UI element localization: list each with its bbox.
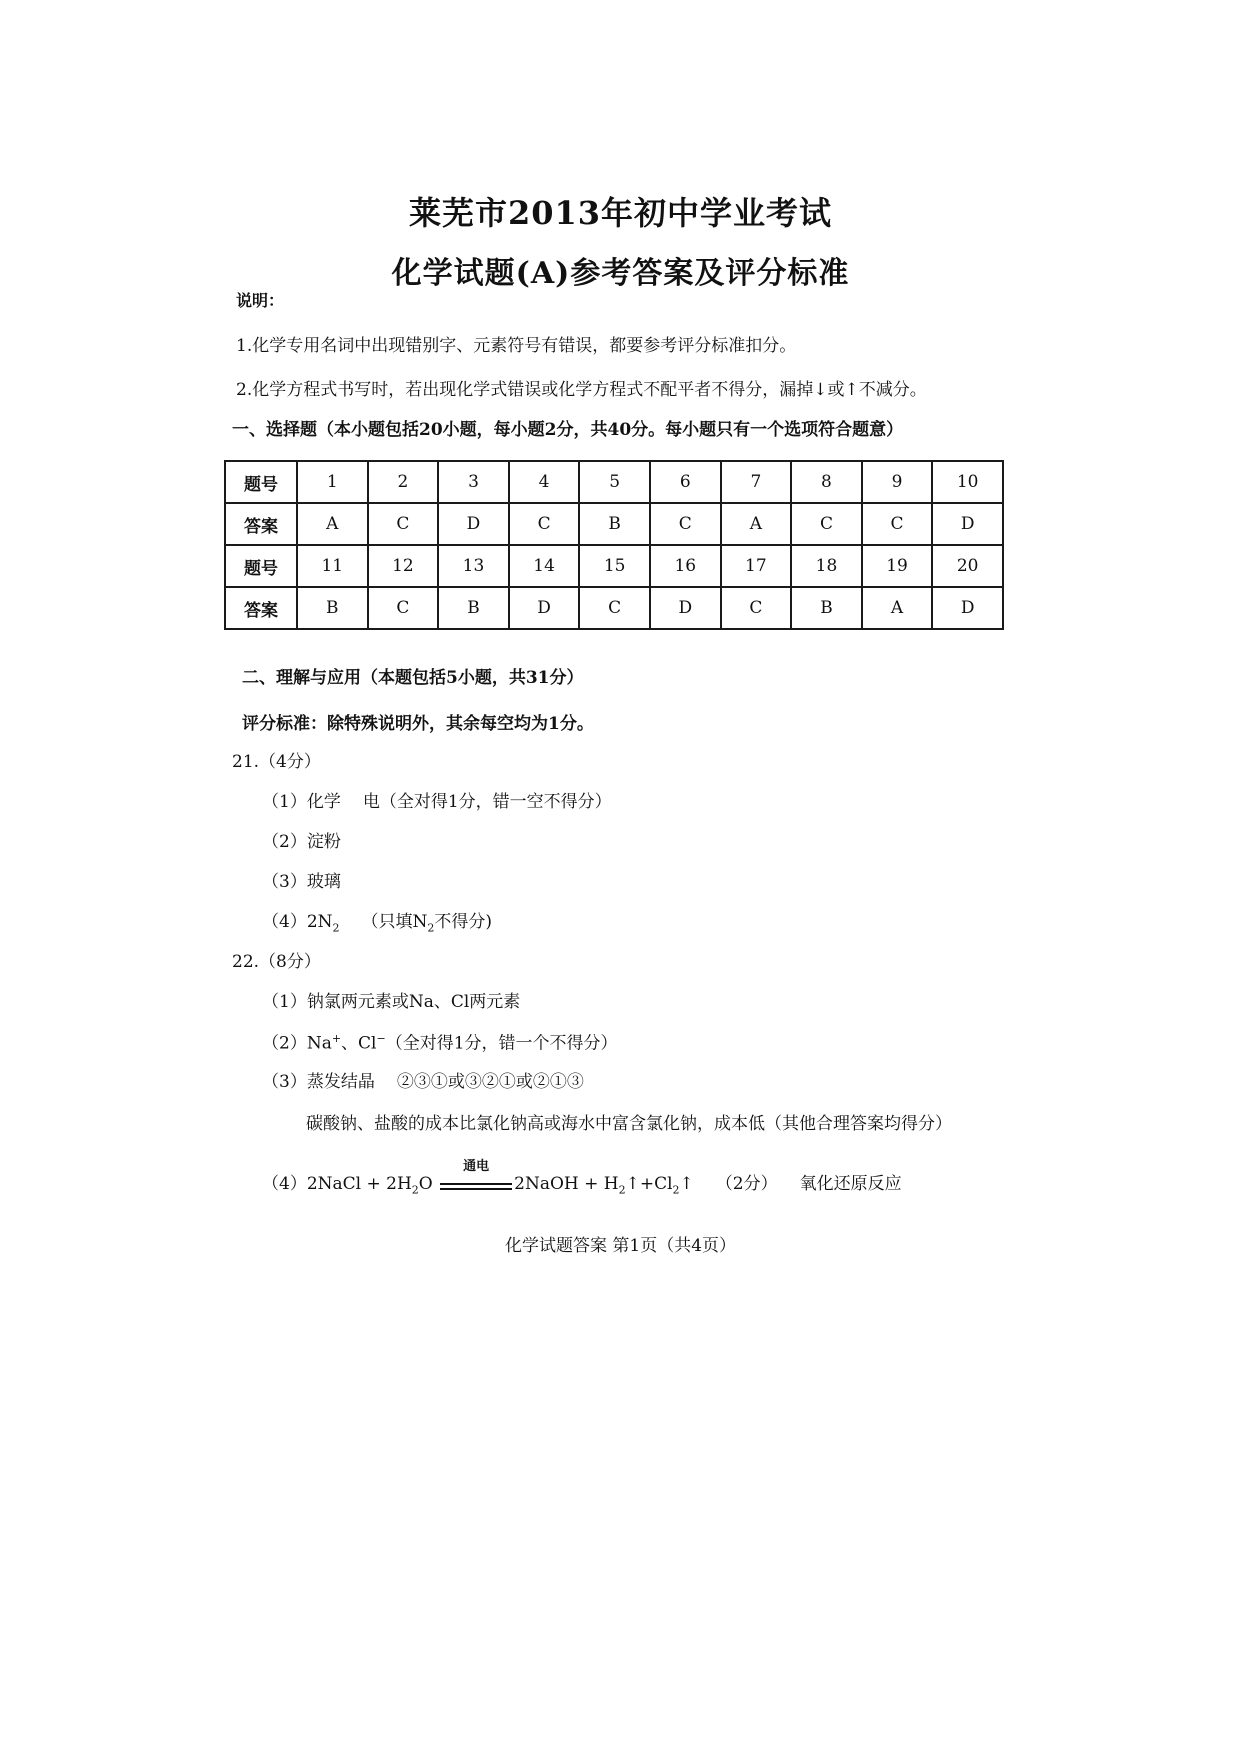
q21-part1-a: （1）化学 [262, 792, 341, 812]
answer-cell: D [650, 587, 721, 629]
question-number: 10 [932, 461, 1003, 503]
eq-sub2: 2 [618, 1183, 626, 1197]
question-number: 6 [650, 461, 721, 503]
question-number: 4 [509, 461, 580, 503]
notes-label: 说明： [236, 291, 285, 310]
answer-cell: B [579, 503, 650, 545]
table-row-answers-2 [225, 587, 1003, 629]
answer-cell: D [509, 587, 580, 629]
row-label-answer: 答案 [225, 503, 297, 545]
eq-score: （2分） [715, 1174, 778, 1194]
row-label-number: 题号 [225, 545, 297, 587]
q21-part4 [262, 912, 492, 935]
q21-part1-b: 电（全对得1分，错一空不得分） [362, 792, 612, 812]
question-number: 11 [297, 545, 368, 587]
question-number: 9 [862, 461, 933, 503]
answer-cell: D [438, 503, 509, 545]
q22-part2-b: 、Cl [341, 1033, 377, 1054]
eq-reactants-a: （4）2NaCl + 2H [262, 1174, 412, 1194]
q21-part2: （2）淀粉 [262, 832, 341, 852]
eq-products-b: ↑+Cl [625, 1174, 673, 1194]
answer-cell: A [862, 587, 933, 629]
q21-part4-note-a: （只填N [361, 912, 428, 932]
eq-sub3: 2 [672, 1183, 680, 1197]
note-item-2: 2.化学方程式书写时，若出现化学式错误或化学方程式不配平者不得分，漏掉↓或↑不减分。 [236, 380, 927, 400]
answer-cell: C [650, 503, 721, 545]
question-number: 5 [579, 461, 650, 503]
note-item-1: 1.化学专用名词中出现错别字、元素符号有错误，都要参考评分标准扣分。 [236, 336, 797, 356]
reaction-condition-sign [440, 1158, 512, 1195]
q22-part1: （1）钠氯两元素或Na、Cl两元素 [262, 992, 521, 1012]
eq-products-a: 2NaOH + H [514, 1174, 619, 1194]
q22-part3-note: 碳酸钠、盐酸的成本比氯化钠高或海水中富含氯化钠，成本低（其他合理答案均得分） [306, 1114, 952, 1134]
q21-part4-note-b: 不得分) [434, 912, 493, 932]
q21-part4-prefix: （4）2N [262, 912, 333, 932]
q22-part2-sup1: + [331, 1032, 342, 1045]
answer-cell: C [509, 503, 580, 545]
answer-cell: D [932, 503, 1003, 545]
q22-label: 22.（8分） [232, 952, 321, 972]
row-label-number: 题号 [225, 461, 297, 503]
answer-cell: B [438, 587, 509, 629]
question-number: 13 [438, 545, 509, 587]
answer-cell: D [932, 587, 1003, 629]
table-row-numbers-2 [225, 545, 1003, 587]
eq-products-c: ↑ [679, 1174, 694, 1194]
table-row-numbers-1 [225, 461, 1003, 503]
reaction-condition: 通电 [463, 1158, 490, 1174]
eq-sub1: 2 [411, 1183, 419, 1197]
question-number: 16 [650, 545, 721, 587]
q22-part2-a: （2）Na [262, 1033, 332, 1054]
answer-cell: C [721, 587, 792, 629]
question-number: 15 [579, 545, 650, 587]
question-number: 8 [791, 461, 862, 503]
q21-part1 [262, 792, 612, 812]
table-row-answers-1 [225, 503, 1003, 545]
question-number: 1 [297, 461, 368, 503]
q22-part2-sup2: − [376, 1032, 386, 1045]
section2-heading: 二、理解与应用（本题包括5小题，共31分） [242, 668, 584, 688]
row-label-answer: 答案 [225, 587, 297, 629]
q22-part4-equation [262, 1158, 902, 1197]
q22-part3 [262, 1072, 584, 1092]
answer-cell: B [297, 587, 368, 629]
answer-table [224, 460, 1004, 630]
question-number: 3 [438, 461, 509, 503]
question-number: 14 [509, 545, 580, 587]
answer-cell: B [791, 587, 862, 629]
answer-cell: C [368, 503, 439, 545]
section1-heading: 一、选择题（本小题包括20小题，每小题2分，共40分。每小题只有一个选项符合题意） [232, 420, 904, 440]
eq-reaction-type: 氧化还原反应 [799, 1174, 902, 1194]
scoring-criteria: 评分标准：除特殊说明外，其余每空均为1分。 [242, 714, 594, 734]
question-number: 20 [932, 545, 1003, 587]
q22-part3-a: （3）蒸发结晶 [262, 1072, 375, 1092]
equals-bar-top [440, 1183, 512, 1185]
answer-cell: C [791, 503, 862, 545]
question-number: 7 [721, 461, 792, 503]
question-number: 12 [368, 545, 439, 587]
q21-part4-note-sub: 2 [427, 921, 435, 935]
answer-cell: C [579, 587, 650, 629]
answer-cell: A [297, 503, 368, 545]
q22-part2 [262, 1032, 618, 1054]
q21-label: 21.（4分） [232, 752, 321, 772]
eq-reactants-o: O [418, 1174, 433, 1194]
q21-part4-sub: 2 [332, 921, 340, 935]
page-title: 莱芜市2013年初中学业考试 [408, 194, 833, 232]
answer-cell: C [368, 587, 439, 629]
answer-cell: A [721, 503, 792, 545]
q22-part3-b: ②③①或③②①或②①③ [396, 1072, 584, 1092]
q22-part2-c: （全对得1分，错一个不得分） [385, 1033, 618, 1054]
equals-bar-bottom [440, 1188, 512, 1190]
answer-cell: C [862, 503, 933, 545]
question-number: 17 [721, 545, 792, 587]
question-number: 18 [791, 545, 862, 587]
page-subtitle: 化学试题(A)参考答案及评分标准 [391, 256, 850, 291]
question-number: 19 [862, 545, 933, 587]
q21-part3: （3）玻璃 [262, 872, 341, 892]
question-number: 2 [368, 461, 439, 503]
page-footer: 化学试题答案 第1页（共4页） [504, 1236, 737, 1256]
